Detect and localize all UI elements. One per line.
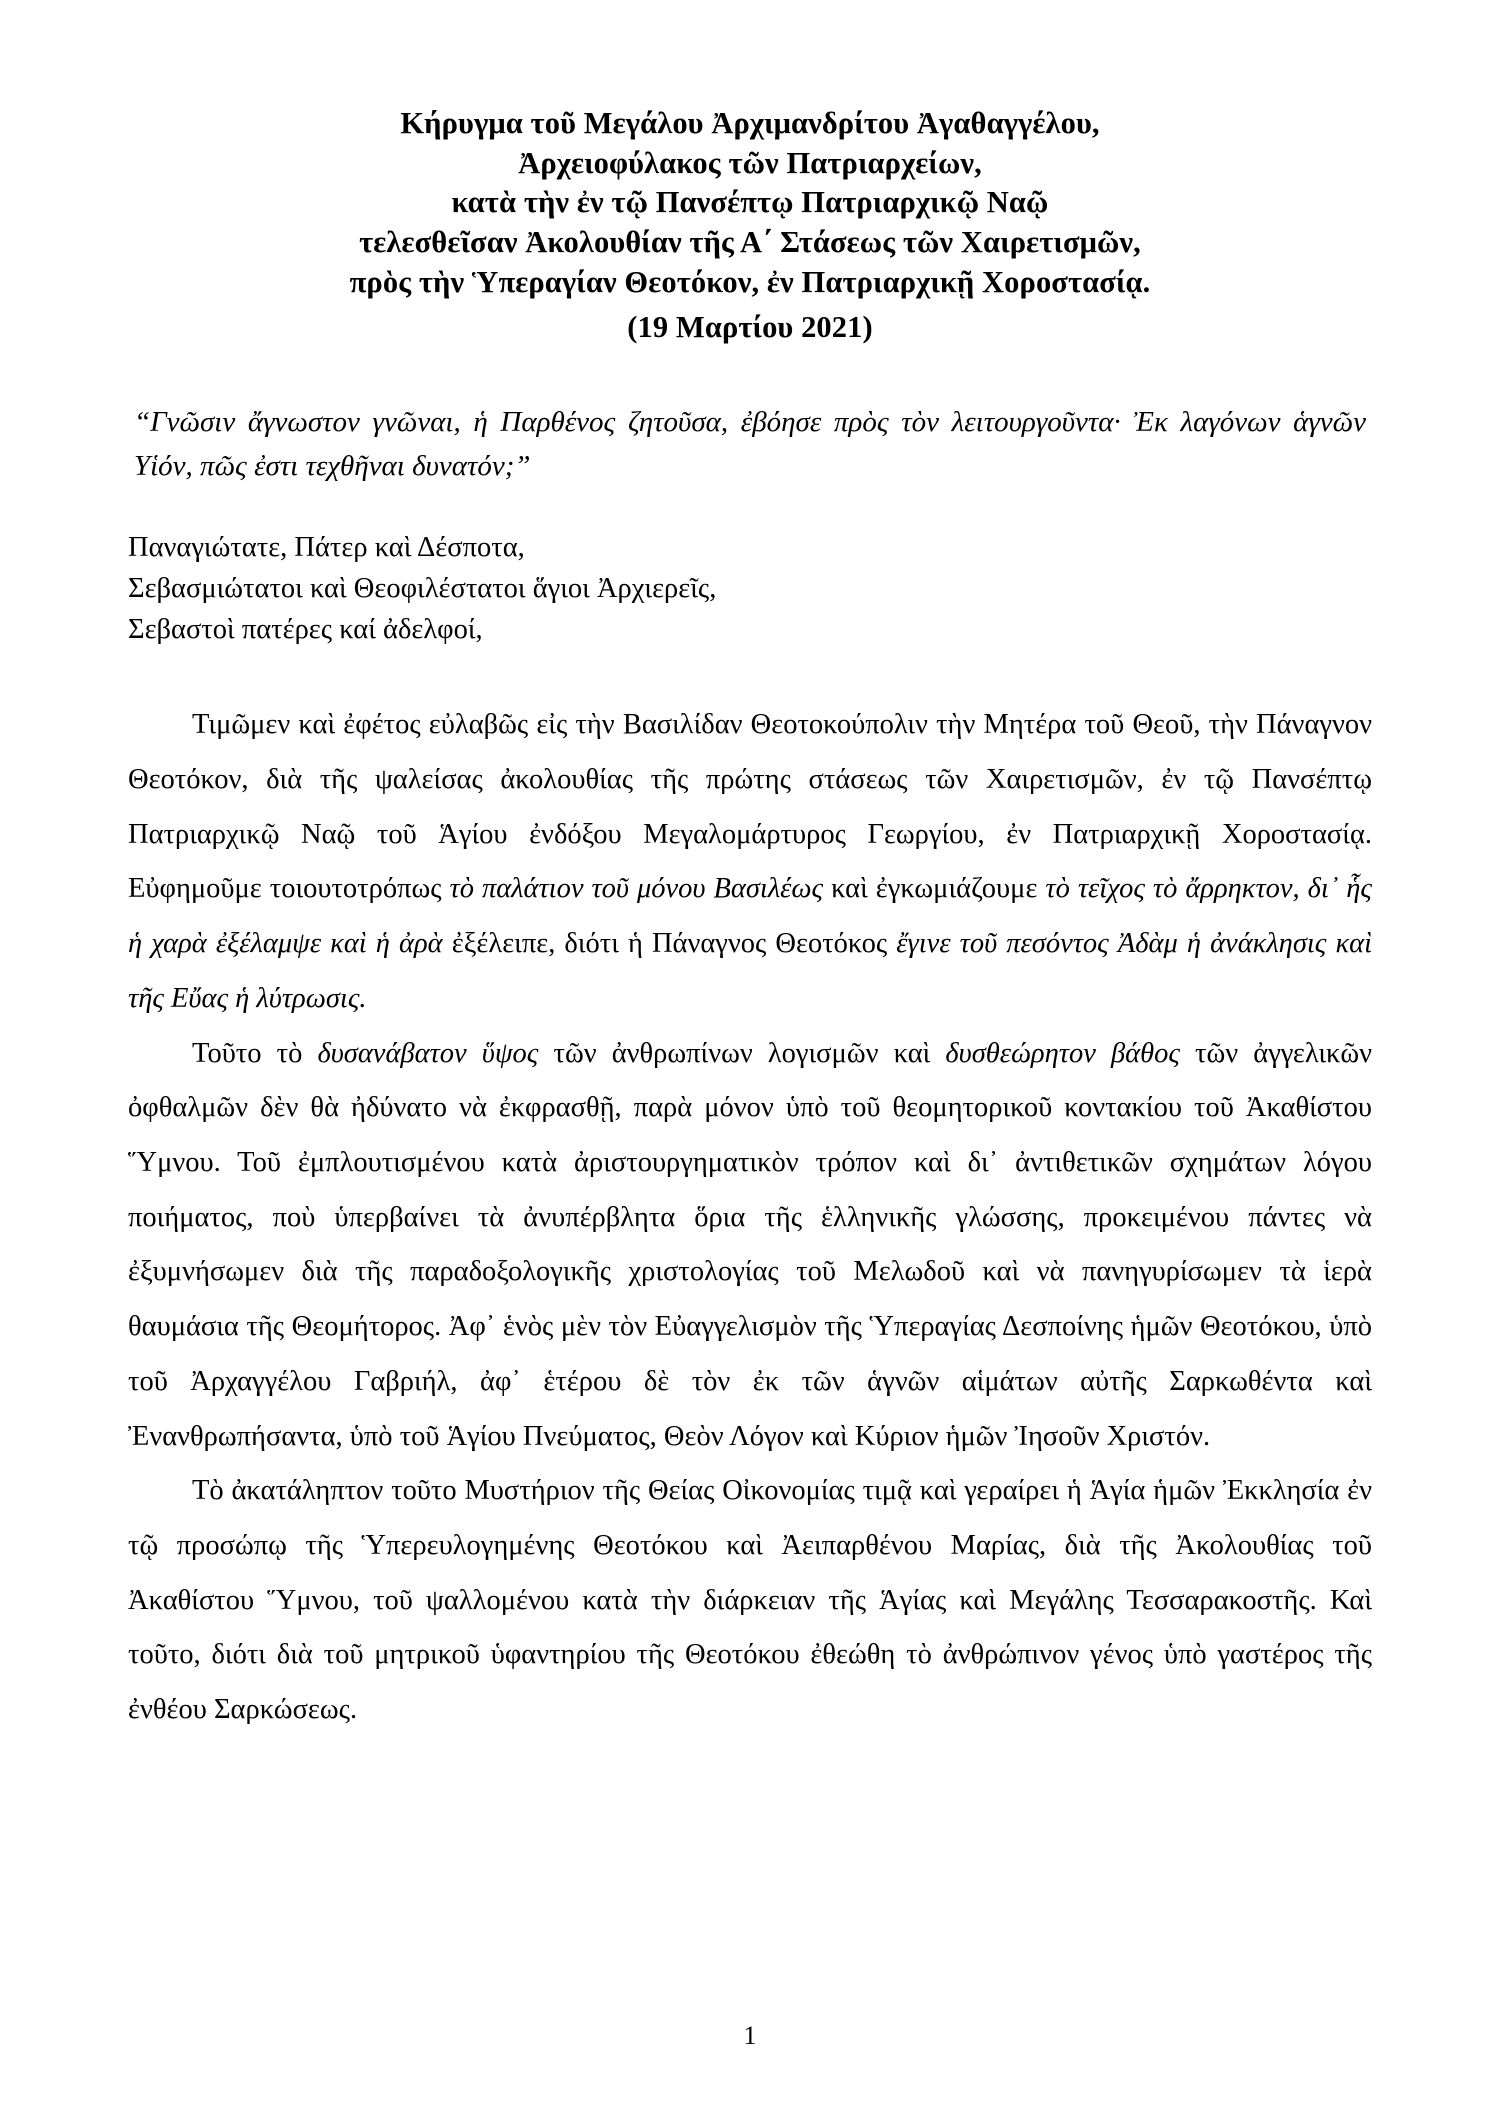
text-run: τῶν ἀγγελικῶν ὀφθαλμῶν δὲν θὰ ἠδύνατο νὰ ἐκφρασθῇ, παρὰ μόνον ὑπὸ τοῦ θεομητορικοῦ κοντακίου τοῦ Ἀκαθίστου Ὕμνου. Τοῦ ἐμπλουτισμένου κατὰ ἀριστουργηματικὸν τρόπον καὶ δι᾽ ἀντιθετικῶν σχημάτων λόγου ποιήματος, ποὺ ὑπερβαίνει τὰ ἀνυπέρβλητα ὅρια τῆς ἑλληνικῆς γλώσσης, προκειμένου πάντες νὰ ἐξυμνήσωμεν διὰ τῆς παραδοξολογικῆς χριστολογίας τοῦ Μελωδοῦ καὶ νὰ πανηγυρίσωμεν τὰ ἱερὰ θαυμάσια τῆς Θεομήτορος. Ἀφ᾽ ἑνὸς μὲν τὸν Εὐαγγελισμὸν τῆς Ὑπεραγίας Δεσποίνης ἡμῶν Θεοτόκου, ὑπὸ τοῦ Ἀρχαγγέλου Γαβριήλ, ἀφ᾽ ἑτέρου δὲ τὸν ἐκ τῶν ἁγνῶν αἱμάτων αὐτῆς Σαρκωθέντα καὶ Ἐνανθρωπήσαντα, ὑπὸ τοῦ Ἁγίου Πνεύματος, Θεὸν Λόγον καὶ Κύριον ἡμῶν Ἰησοῦν Χριστόν.	[128, 1037, 1373, 1452]
title-date: (19 Μαρτίου 2021)	[627, 310, 873, 345]
title-line-1: Κήρυγμα τοῦ Μεγάλου Ἀρχιμανδρίτου Ἀγαθαγγέλου,	[400, 106, 1100, 140]
paragraph-1	[128, 698, 1372, 1026]
text-run: Τιμῶμεν καὶ ἐφέτος εὐλαβῶς εἰς τὴν Βασιλίδαν Θεοτοκούπολιν τὴν Μητέρα τοῦ Θεοῦ, τὴν Πάναγνον Θεοτόκον, διὰ τῆς ψαλείσας ἀκολουθίας τῆς πρώτης στάσεως τῶν Χαιρετισμῶν, ἐν τῷ Πανσέπτῳ Πατριαρχικῷ Ναῷ τοῦ Ἁγίου ἐνδόξου Μεγαλομάρτυρος Γεωργίου, ἐν Πατριαρχικῇ Χοροστασίᾳ. Εὐφημοῦμε τοιουτοτρόπως	[128, 709, 1372, 905]
emphasis-run: τὸ τεῖχος τὸ ἄρρηκτον, δι᾽ ἧς ἡ χαρὰ ἐξέλαμψε καὶ ἡ ἀρὰ	[128, 873, 1372, 960]
title-line-3: κατὰ τὴν ἐν τῷ Πανσέπτῳ Πατριαρχικῷ Ναῷ	[451, 185, 1049, 220]
text-run: τῶν ἀνθρωπίνων λογισμῶν καὶ	[538, 1037, 946, 1069]
emphasis-run: τὸ παλάτιον τοῦ μόνου Βασιλέως	[449, 873, 824, 905]
paragraph-2	[128, 1027, 1372, 1465]
paragraph-3	[128, 1464, 1372, 1738]
title-line-4: τελεσθεῖσαν Ἀκολουθίαν τῆς Α΄ Στάσεως τῶν Χαιρετισμῶν,	[359, 224, 1141, 259]
page-number: 1	[743, 2021, 757, 2050]
title-line-5: πρὸς τὴν Ὑπεραγίαν Θεοτόκον, ἐν Πατριαρχικῇ Χοροστασίᾳ.	[349, 264, 1151, 299]
text-run: καὶ ἐγκωμιάζουμε	[823, 873, 1046, 905]
emphasis-run: ἔγινε τοῦ πεσόντος Ἀδὰμ ἡ ἀνάκλησις καὶ τῆς Εὔας ἡ λύτρωσις.	[128, 928, 1373, 1014]
text-run: Τὸ ἀκατάληπτον τοῦτο Μυστήριον τῆς Θείας Οἰκονομίας τιμᾷ καὶ γεραίρει ἡ Ἁγία ἡμῶν Ἐκκλησία ἐν τῷ προσώπῳ τῆς Ὑπερευλογημένης Θεοτόκου καὶ Ἀειπαρθένου Μαρίας, διὰ τῆς Ἀκολουθίας τοῦ Ἀκαθίστου Ὕμνου, τοῦ ψαλλομένου κατὰ τὴν διάρκειαν τῆς Ἁγίας καὶ Μεγάλης Τεσσαρακοστῆς. Καὶ τοῦτο, διότι διὰ τοῦ μητρικοῦ ὑφαντηρίου τῆς Θεοτόκου ἐθεώθη τὸ ἀνθρώπινον γένος ὑπὸ γαστέρος τῆς ἐνθέου Σαρκώσεως.	[128, 1475, 1372, 1726]
salutation-line-2: Σεβασμιώτατοι καὶ Θεοφιλέστατοι ἅγιοι Ἀρχιερεῖς,	[128, 572, 717, 604]
emphasis-run: δυσανάβατον ὕψος	[317, 1037, 539, 1069]
epigraph-quote: “Γνῶσιν ἄγνωστον γνῶναι, ἡ Παρθένος ζητοῦσα, ἐβόησε πρὸς τὸν λειτουργοῦντα· Ἐκ λαγόνων ἁγνῶν Υἱόν, πῶς ἐστι τεχθῆναι δυνατόν;”	[134, 405, 1366, 482]
document-title	[128, 104, 1372, 348]
text-run: ἐξέλειπε, διότι ἡ Πάναγνος Θεοτόκος	[442, 928, 897, 960]
text-run: Τοῦτο τὸ	[192, 1037, 318, 1069]
title-line-2: Ἀρχειοφύλακος τῶν Πατριαρχείων,	[518, 145, 982, 180]
salutation-line-1: Παναγιώτατε, Πάτερ καὶ Δέσποτα,	[128, 532, 525, 563]
salutation-block	[128, 528, 1372, 650]
emphasis-run: δυσθεώρητον βάθος	[945, 1037, 1180, 1069]
salutation-line-3: Σεβαστοὶ πατέρες καί ἀδελφοί,	[128, 613, 483, 645]
body-text	[128, 698, 1372, 1738]
